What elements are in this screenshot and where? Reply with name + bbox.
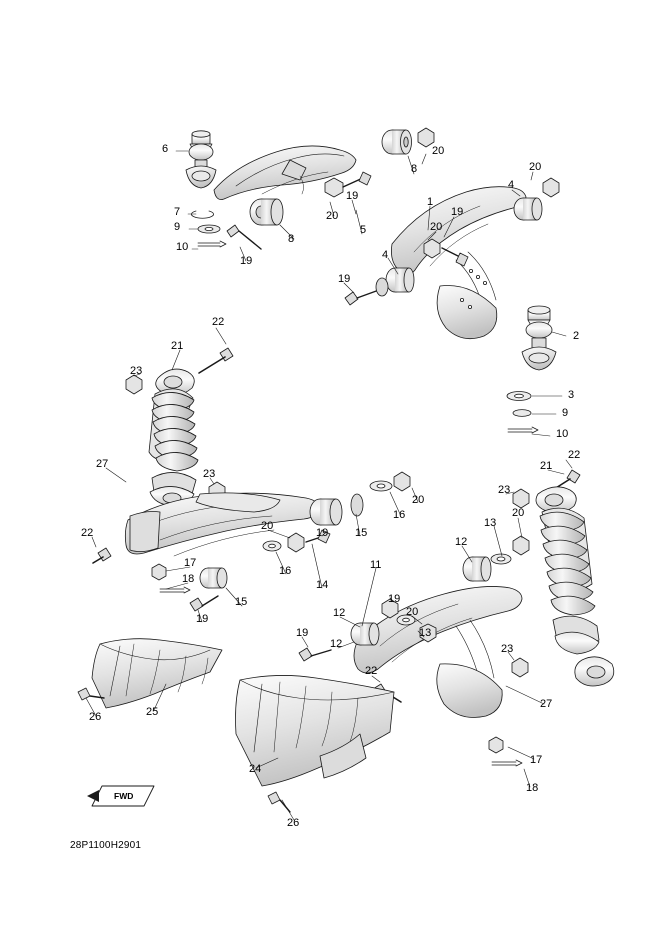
callout-21: 21 xyxy=(540,460,553,472)
callout-11: 11 xyxy=(370,559,382,571)
diagram-part-code: 28P1100H2901 xyxy=(70,840,142,851)
callout-10: 10 xyxy=(176,241,189,253)
callout-18: 18 xyxy=(182,573,195,585)
callout-24: 24 xyxy=(249,763,262,775)
callout-20: 20 xyxy=(529,161,542,173)
callout-23: 23 xyxy=(130,365,143,377)
callout-15: 15 xyxy=(355,527,368,539)
callout-19: 19 xyxy=(196,613,209,625)
callout-27: 27 xyxy=(96,458,109,470)
callout-1: 1 xyxy=(427,196,434,208)
callout-19: 19 xyxy=(240,255,253,267)
callout-25: 25 xyxy=(146,706,159,718)
callout-22: 22 xyxy=(81,527,94,539)
callout-12: 12 xyxy=(330,638,343,650)
callout-13: 13 xyxy=(419,627,432,639)
callout-23: 23 xyxy=(498,484,511,496)
front-left-lower-guard xyxy=(78,639,222,708)
callout-19: 19 xyxy=(296,627,309,639)
callout-17: 17 xyxy=(530,754,543,766)
callout-10: 10 xyxy=(556,428,569,440)
callout-4: 4 xyxy=(508,179,515,191)
callout-20: 20 xyxy=(406,606,419,618)
callout-8: 8 xyxy=(288,233,295,245)
callout-15: 15 xyxy=(235,596,248,608)
callout-19: 19 xyxy=(338,273,351,285)
callout-16: 16 xyxy=(393,509,406,521)
callout-19: 19 xyxy=(316,527,329,539)
callout-9: 9 xyxy=(174,221,181,233)
upper-front-left-arm xyxy=(214,128,434,249)
callout-12: 12 xyxy=(455,536,468,548)
callout-26: 26 xyxy=(287,817,300,829)
callout-19: 19 xyxy=(451,206,464,218)
callout-22: 22 xyxy=(365,665,378,677)
callout-7: 7 xyxy=(174,206,181,218)
callout-13: 13 xyxy=(484,517,497,529)
callout-22: 22 xyxy=(568,449,581,461)
callout-20: 20 xyxy=(326,210,339,222)
callout-19: 19 xyxy=(388,593,401,605)
front-right-shock-absorber xyxy=(512,470,614,686)
callout-20: 20 xyxy=(412,494,425,506)
callout-22: 22 xyxy=(212,316,225,328)
callout-19: 19 xyxy=(346,190,359,202)
callout-9: 9 xyxy=(562,407,569,419)
callout-16: 16 xyxy=(279,565,292,577)
callout-17: 17 xyxy=(184,557,197,569)
callout-12: 12 xyxy=(333,607,346,619)
callout-14: 14 xyxy=(316,579,329,591)
callout-6: 6 xyxy=(162,143,169,155)
callout-21: 21 xyxy=(171,340,184,352)
callout-20: 20 xyxy=(512,507,525,519)
callout-26: 26 xyxy=(89,711,102,723)
callout-2: 2 xyxy=(573,330,580,342)
callout-4: 4 xyxy=(382,249,389,261)
callout-5: 5 xyxy=(360,224,367,236)
fwd-label: FWD xyxy=(114,791,134,801)
callout-27: 27 xyxy=(540,698,553,710)
callout-23: 23 xyxy=(203,468,216,480)
callout-18: 18 xyxy=(526,782,539,794)
callout-20: 20 xyxy=(432,145,445,157)
callout-3: 3 xyxy=(568,389,575,401)
callout-8: 8 xyxy=(411,163,418,175)
lower-front-left-arm xyxy=(93,472,410,611)
callout-20: 20 xyxy=(261,520,274,532)
front-right-lower-guard xyxy=(236,675,395,812)
callout-20: 20 xyxy=(430,221,443,233)
callout-23: 23 xyxy=(501,643,514,655)
